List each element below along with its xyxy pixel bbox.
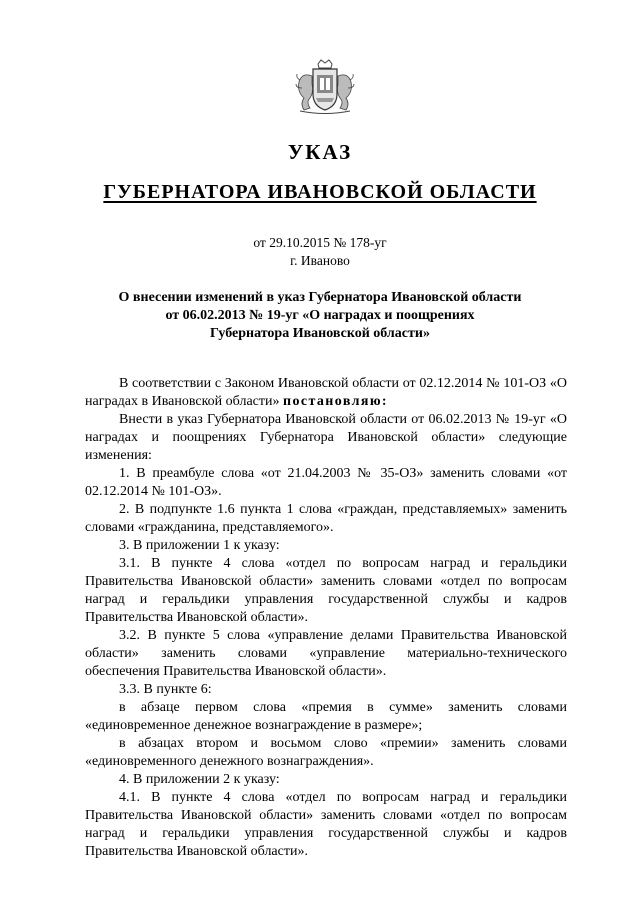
paragraph: 1. В преамбуле слова «от 21.04.2003 № 35-ОЗ» заменить словами «от 02.12.2014 № 101-ОЗ». [85, 466, 567, 499]
document-body [85, 375, 567, 861]
document-issuer: ГУБЕРНАТОРА ИВАНОВСКОЙ ОБЛАСТИ [103, 181, 537, 203]
paragraph: Внести в указ Губернатора Ивановской области от 06.02.2013 № 19-уг «О наградах и поощрениях Губернатора Ивановской области» следующие изменения: [85, 412, 567, 463]
paragraph: 2. В подпункте 1.6 пункта 1 слова «граждан, представляемых» заменить словами «гражданина, представляемого». [85, 502, 567, 535]
document-title: УКАЗ [287, 140, 353, 164]
document-city: г. Иваново [290, 253, 350, 268]
subject-line: Губернатора Ивановской области» [210, 326, 430, 341]
subject-line: О внесении изменений в указ Губернатора Ивановской области [118, 290, 522, 305]
paragraph: 3.2. В пункте 5 слова «управление делами Правительства Ивановской области» заменить словами «управление материально-технического обеспечения Правительства Ивановской области». [85, 628, 567, 679]
document-subject [90, 289, 550, 343]
paragraph: 4.1. В пункте 4 слова «отдел по вопросам наград и геральдики Правительства Ивановской области» заменить словами «отдел по вопросам наград и геральдики управления государственной службы и кадров Правительства Ивановской области». [85, 790, 567, 859]
decree-word: постановляю: [282, 394, 388, 409]
preamble-text: В соответствии с Законом Ивановской области от 02.12.2014 № 101-ОЗ «О наградах в Ивановской области» [85, 376, 567, 409]
paragraph: 3.1. В пункте 4 слова «отдел по вопросам наград и геральдики Правительства Ивановской области» заменить словами «отдел по вопросам наград и геральдики управления государственной службы и кадров Правительства Ивановской области». [85, 556, 567, 625]
document-date-number: от 29.10.2015 № 178-уг [253, 235, 387, 250]
subject-line: от 06.02.2013 № 19-уг «О наградах и поощрениях [165, 308, 475, 323]
paragraph: 4. В приложении 2 к указу: [119, 772, 280, 787]
paragraph: 3. В приложении 1 к указу: [119, 538, 280, 553]
paragraph: в абзаце первом слова «премия в сумме» заменить словами «единовременное денежное вознаграждение в размере»; [85, 700, 567, 733]
paragraph: 3.3. В пункте 6: [119, 682, 212, 697]
paragraph-preamble [85, 375, 567, 411]
coat-of-arms-icon [294, 58, 356, 114]
paragraph: в абзацах втором и восьмом слово «премии» заменить словами «единовременного денежного вознаграждения». [85, 736, 567, 769]
